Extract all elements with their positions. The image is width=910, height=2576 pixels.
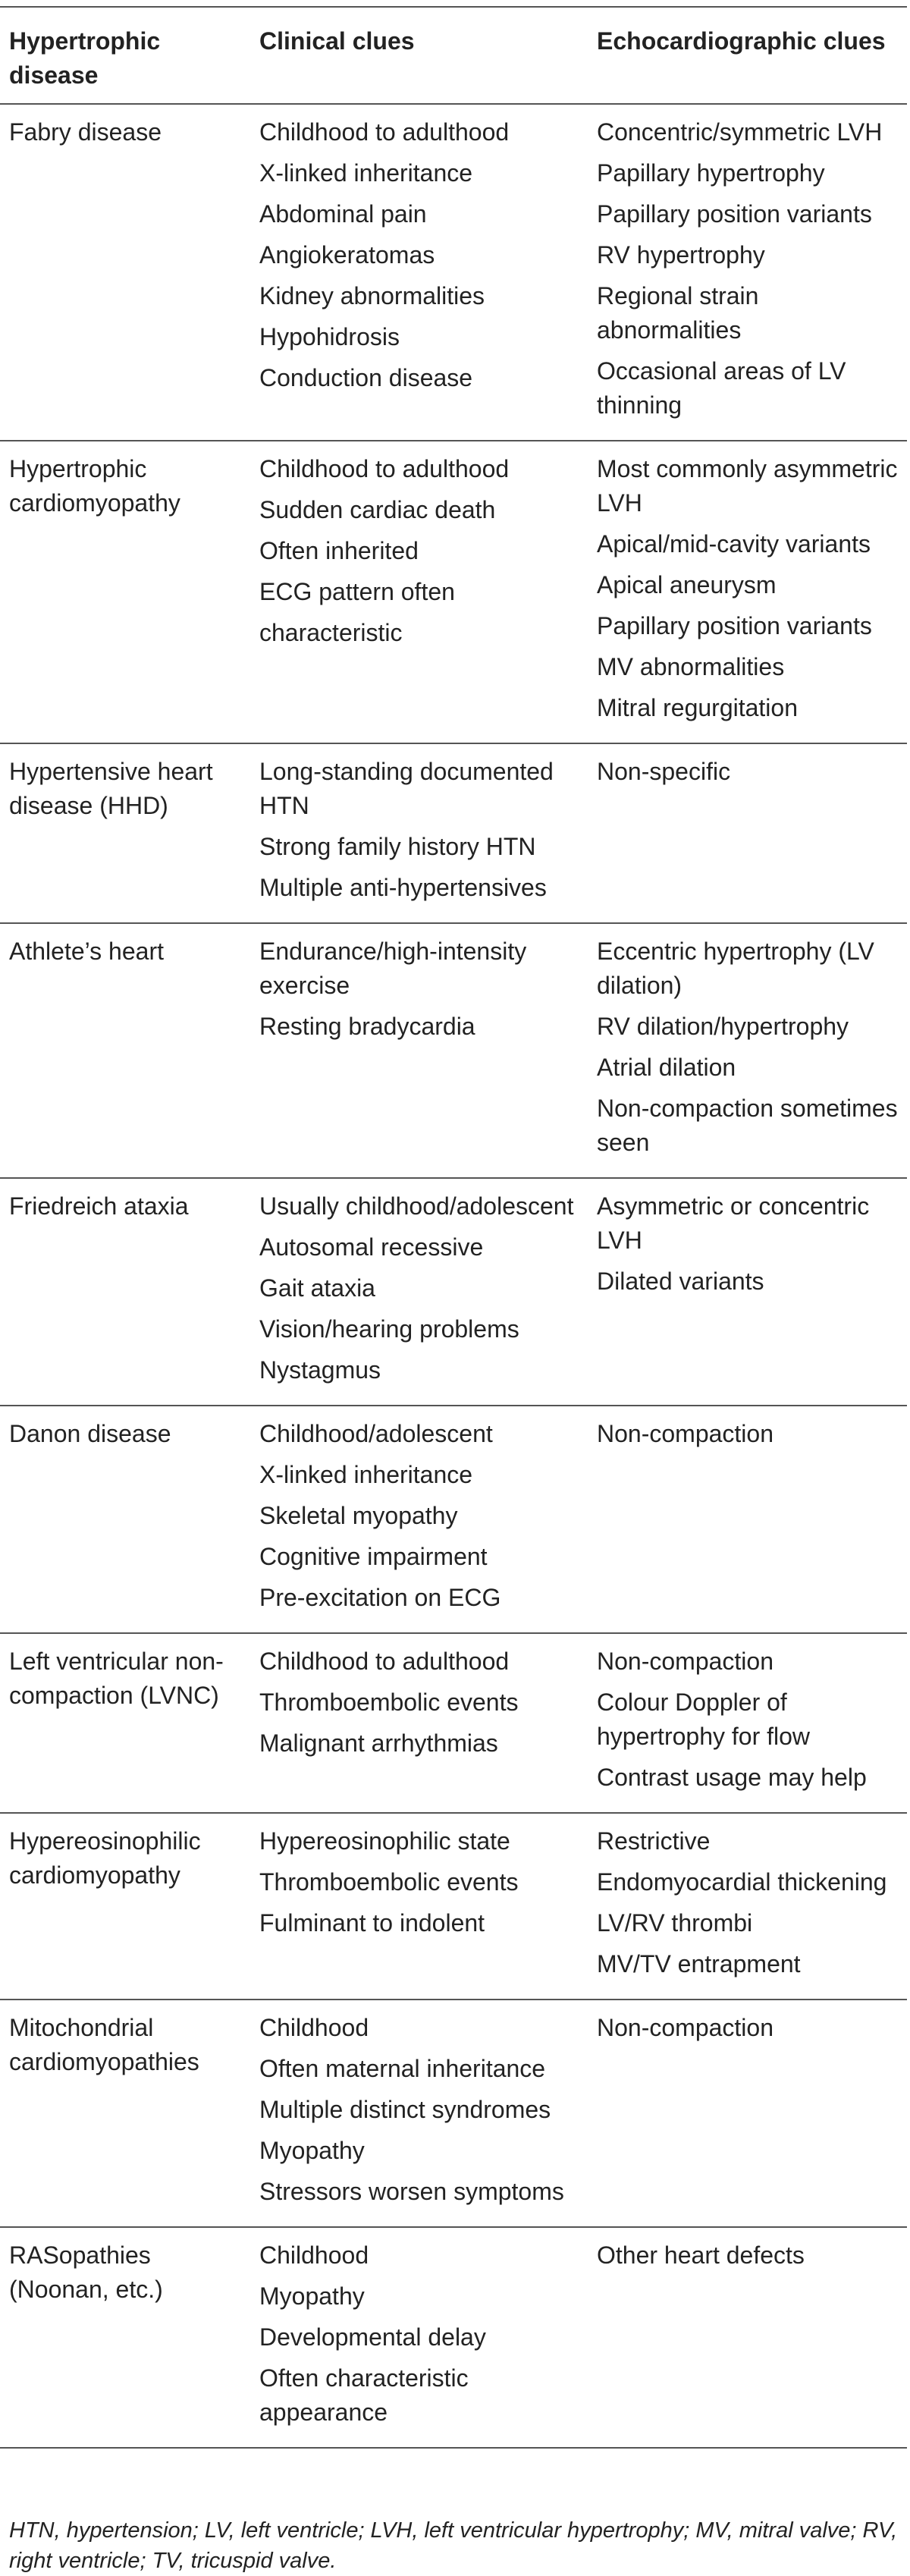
header-disease: Hypertrophic disease [0, 7, 250, 104]
echo-clue-item: Papillary hypertrophy [597, 159, 825, 187]
echo-clue-item: Mitral regurgitation [597, 694, 798, 721]
clinical-clue-item: Often inherited [259, 537, 419, 564]
clinical-clue-item: Endurance/high-intensity exercise [259, 938, 527, 999]
echo-clues-cell [588, 1406, 907, 1633]
header-clinical: Clinical clues [250, 7, 588, 104]
clinical-clue-item: Resting bradycardia [259, 1013, 475, 1040]
clinical-clue-item: Developmental delay [259, 2323, 486, 2351]
clinical-clue-item: characteristic [259, 619, 403, 646]
clinical-clue-item: Childhood [259, 2241, 369, 2269]
clinical-clue-item: Cognitive impairment [259, 1543, 488, 1570]
echo-clue-item: Colour Doppler of hypertrophy for flow [597, 1689, 811, 1750]
clinical-clue-item: X-linked inheritance [259, 1461, 473, 1488]
echo-clue-item: Dilated variants [597, 1268, 764, 1295]
clinical-clue-item: Fulminant to indolent [259, 1909, 485, 1937]
clinical-clue-item: Usually childhood/adolescent [259, 1192, 574, 1220]
clinical-clue-item: Childhood to adulthood [259, 1648, 510, 1675]
echo-clue-item: Papillary position variants [597, 612, 872, 639]
header-row [0, 7, 907, 104]
clinical-clue-item: Angiokeratomas [259, 241, 435, 269]
echo-clue-item: Occasional areas of LV thinning [597, 357, 846, 419]
echo-clues-cell [588, 1178, 907, 1406]
echo-clues-cell [588, 1633, 907, 1813]
disease-name: Hypereosinophilic cardiomyopathy [9, 1827, 201, 1889]
echo-clue-item: Concentric/symmetric LVH [597, 118, 883, 146]
table-row [0, 104, 907, 441]
disease-cell [0, 923, 250, 1178]
disease-cell [0, 2227, 250, 2448]
table-body [0, 104, 907, 2448]
clinical-clue-item: X-linked inheritance [259, 159, 473, 187]
clinical-clue-item: Multiple anti-hypertensives [259, 874, 547, 901]
clinical-clue-item: Often maternal inheritance [259, 2055, 546, 2082]
echo-clues-cell [588, 923, 907, 1178]
table-row [0, 441, 907, 743]
disease-cell [0, 1633, 250, 1813]
echo-clue-item: Atrial dilation [597, 1054, 736, 1081]
echo-clue-item: MV abnormalities [597, 653, 785, 680]
disease-name: Danon disease [9, 1420, 171, 1447]
disease-cell [0, 2000, 250, 2227]
disease-name: Hypertrophic cardiomyopathy [9, 455, 180, 517]
table-row [0, 2000, 907, 2227]
clinical-clue-item: Conduction disease [259, 364, 473, 391]
clinical-clue-item: Long-standing documented HTN [259, 758, 554, 819]
echo-clues-cell [588, 104, 907, 441]
clinical-clue-item: Strong family history HTN [259, 833, 536, 860]
echo-clue-item: Other heart defects [597, 2241, 805, 2269]
clinical-clue-item: Childhood to adulthood [259, 455, 510, 482]
clinical-clue-item: Myopathy [259, 2282, 365, 2310]
header-echo: Echocardiographic clues [588, 7, 907, 104]
echo-clue-item: Restrictive [597, 1827, 711, 1855]
echo-clue-item: RV hypertrophy [597, 241, 765, 269]
echo-clue-item: Non-compaction sometimes seen [597, 1095, 898, 1156]
clinical-clue-item: Thromboembolic events [259, 1689, 519, 1716]
echo-clues-cell [588, 2227, 907, 2448]
clinical-clues-cell [250, 104, 588, 441]
echo-clues-cell [588, 743, 907, 923]
clinical-clues-cell [250, 441, 588, 743]
clinical-clues-cell [250, 743, 588, 923]
clinical-clues-cell [250, 2227, 588, 2448]
clinical-clues-cell [250, 923, 588, 1178]
table-footnote: HTN, hypertension; LV, left ventricle; LVH, left ventricular hypertrophy; MV, mitral valve; RV, right ventricle; TV, tricuspid valve. [9, 2518, 898, 2573]
clinical-clue-item: Often characteristic appearance [259, 2364, 469, 2426]
disease-cell [0, 743, 250, 923]
table-row [0, 2227, 907, 2448]
echo-clue-item: Non-compaction [597, 1420, 774, 1447]
disease-name: Friedreich ataxia [9, 1192, 189, 1220]
disease-name: Hypertensive heart disease (HHD) [9, 758, 213, 819]
clinical-clue-item: Autosomal recessive [259, 1233, 484, 1261]
disease-name: Fabry disease [9, 118, 162, 146]
clinical-clue-item: Childhood to adulthood [259, 118, 510, 146]
disease-name: Left ventricular non-compaction (LVNC) [9, 1648, 224, 1709]
disease-name: Athlete’s heart [9, 938, 164, 965]
clinical-clues-cell [250, 1406, 588, 1633]
hypertrophic-disease-table [0, 6, 907, 2449]
echo-clue-item: Non-compaction [597, 2014, 774, 2041]
table-row [0, 743, 907, 923]
echo-clue-item: Contrast usage may help [597, 1764, 867, 1791]
clinical-clue-item: Malignant arrhythmias [259, 1729, 498, 1757]
clinical-clues-cell [250, 1813, 588, 2000]
clinical-clue-item: Hypereosinophilic state [259, 1827, 510, 1855]
disease-name: Mitochondrial cardiomyopathies [9, 2014, 199, 2075]
table-header [0, 7, 907, 104]
clinical-clues-cell [250, 2000, 588, 2227]
clinical-clue-item: Skeletal myopathy [259, 1502, 458, 1529]
echo-clue-item: Papillary position variants [597, 200, 872, 228]
disease-name: RASopathies (Noonan, etc.) [9, 2241, 163, 2303]
echo-clue-item: Eccentric hypertrophy (LV dilation) [597, 938, 874, 999]
disease-cell [0, 1406, 250, 1633]
echo-clue-item: Regional strain abnormalities [597, 282, 759, 344]
table-row [0, 1178, 907, 1406]
table-row [0, 923, 907, 1178]
disease-cell [0, 441, 250, 743]
echo-clue-item: RV dilation/hypertrophy [597, 1013, 849, 1040]
clinical-clue-item: Kidney abnormalities [259, 282, 485, 309]
echo-clue-item: Apical aneurysm [597, 571, 777, 598]
clinical-clue-item: Hypohidrosis [259, 323, 400, 350]
echo-clue-item: MV/TV entrapment [597, 1950, 801, 1978]
clinical-clue-item: Multiple distinct syndromes [259, 2096, 551, 2123]
echo-clue-item: Non-compaction [597, 1648, 774, 1675]
clinical-clue-item: Abdominal pain [259, 200, 427, 228]
clinical-clue-item: ECG pattern often [259, 578, 455, 605]
clinical-clue-item: Gait ataxia [259, 1274, 375, 1302]
clinical-clue-item: Childhood/adolescent [259, 1420, 493, 1447]
clinical-clues-cell [250, 1178, 588, 1406]
clinical-clue-item: Vision/hearing problems [259, 1315, 519, 1343]
clinical-clue-item: Sudden cardiac death [259, 496, 496, 523]
clinical-clues-cell [250, 1633, 588, 1813]
echo-clue-item: Asymmetric or concentric LVH [597, 1192, 870, 1254]
echo-clue-item: Endomyocardial thickening [597, 1868, 887, 1896]
clinical-clue-item: Myopathy [259, 2137, 365, 2164]
disease-cell [0, 104, 250, 441]
echo-clue-item: Most commonly asymmetric LVH [597, 455, 898, 517]
echo-clues-cell [588, 441, 907, 743]
table-row [0, 1813, 907, 2000]
echo-clue-item: Non-specific [597, 758, 731, 785]
table-row [0, 1633, 907, 1813]
echo-clue-item: LV/RV thrombi [597, 1909, 753, 1937]
clinical-clue-item: Childhood [259, 2014, 369, 2041]
clinical-clue-item: Stressors worsen symptoms [259, 2178, 564, 2205]
echo-clues-cell [588, 1813, 907, 2000]
clinical-clue-item: Thromboembolic events [259, 1868, 519, 1896]
table-row [0, 1406, 907, 1633]
echo-clue-item: Apical/mid-cavity variants [597, 530, 871, 558]
clinical-clue-item: Pre-excitation on ECG [259, 1584, 501, 1611]
echo-clues-cell [588, 2000, 907, 2227]
clinical-clue-item: Nystagmus [259, 1356, 381, 1384]
disease-cell [0, 1813, 250, 2000]
disease-cell [0, 1178, 250, 1406]
